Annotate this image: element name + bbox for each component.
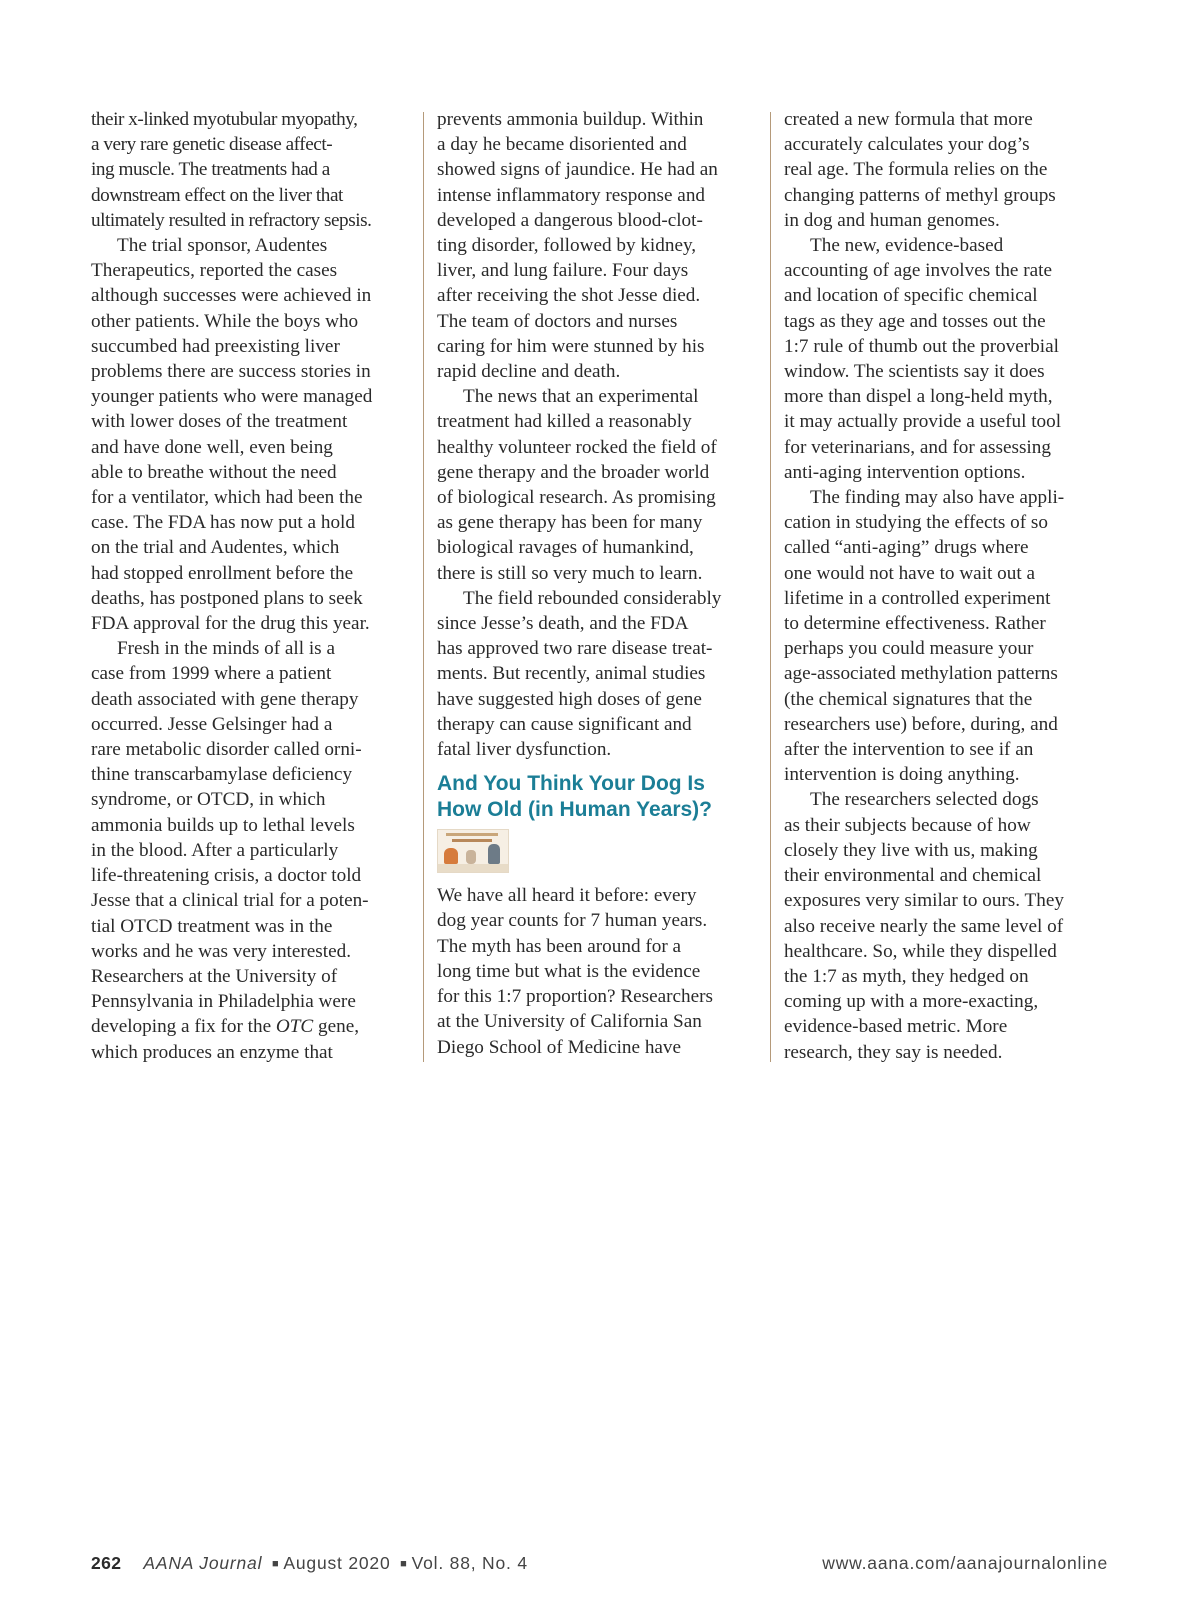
text-line: there is still so very much to learn. — [437, 562, 703, 584]
text-line: in dog and human genomes. — [784, 209, 1000, 231]
text-line: life-threatening crisis, a doctor told — [91, 865, 362, 887]
text-line — [91, 1014, 413, 1039]
text-line: prevents ammonia buildup. Within — [437, 109, 704, 130]
text-line: lifetime in a controlled experiment — [784, 587, 1051, 609]
text-line: syndrome, or OTCD, in which — [91, 789, 326, 811]
text-line: evidence-based metric. More — [784, 1016, 1008, 1038]
text-line: able to breathe without the need — [91, 461, 337, 483]
text-line: for veterinarians, and for assessing — [784, 436, 1051, 458]
text-line: as gene therapy has been for many — [437, 512, 703, 534]
text-line: closely they live with us, making — [784, 839, 1038, 861]
article-column-3 — [784, 107, 1106, 1065]
text-line: research, they say is needed. — [784, 1041, 1003, 1063]
text-line: a very rare genetic disease affect- — [91, 134, 333, 156]
text-line: death associated with gene therapy — [91, 688, 359, 710]
text-line: Pennsylvania in Philadelphia were — [91, 991, 356, 1013]
text-line: The new, evidence-based — [810, 235, 1004, 257]
text-line: rapid decline and death. — [437, 361, 621, 383]
text-line: have suggested high doses of gene — [437, 688, 702, 710]
paragraph — [91, 107, 413, 233]
text-line: 1:7 rule of thumb out the proverbial — [784, 335, 1059, 357]
text-line: for a ventilator, which had been the — [91, 487, 363, 509]
paragraph — [91, 636, 413, 1064]
text-line: in the blood. After a particularly — [91, 839, 339, 861]
text-line: created a new formula that more — [784, 109, 1033, 130]
text-line: with lower doses of the treatment — [91, 411, 348, 433]
text-line: younger patients who were managed — [91, 386, 373, 408]
text-line: The myth has been around for a — [437, 935, 682, 957]
article-column-2 — [437, 107, 759, 1060]
text-line: thine transcarbamylase deficiency — [91, 764, 353, 786]
text-line: the 1:7 as myth, they hedged on — [784, 965, 1029, 987]
separator: ■ — [271, 1558, 280, 1570]
text-line: more than dispel a long-held myth, — [784, 386, 1053, 408]
text-line: researchers use) before, during, and — [784, 713, 1058, 735]
text-line: ments. But recently, animal studies — [437, 663, 706, 685]
text-line: which produces an enzyme that — [91, 1041, 333, 1063]
paragraph — [437, 883, 759, 1059]
text-line: occurred. Jesse Gelsinger had a — [91, 713, 333, 735]
text-line: Researchers at the University of — [91, 965, 338, 987]
text-line: We have all heard it before: every — [437, 885, 697, 907]
text-line: also receive nearly the same level of — [784, 915, 1064, 937]
text-line: The news that an experimental — [463, 386, 699, 408]
text-line: at the University of California San — [437, 1011, 702, 1033]
text-line: deaths, has postponed plans to seek — [91, 587, 363, 609]
text-line: case from 1999 where a patient — [91, 663, 332, 685]
paragraph — [437, 107, 759, 384]
footer-website-url: www.aana.com/aanajournalonline — [822, 1553, 1108, 1573]
text-line: a day he became disoriented and — [437, 134, 687, 156]
text-line: ammonia builds up to lethal levels — [91, 814, 355, 836]
text-line: exposures very similar to ours. They — [784, 890, 1064, 912]
text-line: and location of specific chemical — [784, 285, 1038, 307]
text-line: perhaps you could measure your — [784, 638, 1034, 660]
text-line: cation in studying the effects of so — [784, 512, 1048, 534]
text-line: biological ravages of humankind, — [437, 537, 694, 559]
column-divider — [770, 112, 771, 1062]
text-line: problems there are success stories in — [91, 361, 371, 383]
text-line: and have done well, even being — [91, 436, 333, 458]
text-line: coming up with a more-exacting, — [784, 991, 1039, 1013]
text-run: gene, — [313, 1016, 360, 1038]
heading-line: How Old (in Human Years)? — [437, 798, 712, 822]
text-line: tags as they age and tosses out the — [784, 310, 1046, 332]
text-line: called “anti-aging” drugs where — [784, 537, 1029, 559]
text-line: therapy can cause significant and — [437, 713, 692, 735]
text-line: healthy volunteer rocked the field of — [437, 436, 717, 458]
text-line: The team of doctors and nurses — [437, 310, 678, 332]
text-line: developed a dangerous blood-clot- — [437, 209, 703, 231]
text-line: The researchers selected dogs — [810, 789, 1039, 811]
text-line: after receiving the shot Jesse died. — [437, 285, 701, 307]
text-line: as their subjects because of how — [784, 814, 1031, 836]
gene-name: OTC — [275, 1016, 314, 1038]
text-line: on the trial and Audentes, which — [91, 537, 340, 559]
section-heading — [437, 771, 759, 823]
article-thumbnail-image — [437, 829, 509, 873]
text-line: ting disorder, followed by kidney, — [437, 235, 697, 257]
page-number: 262 — [91, 1553, 122, 1573]
text-line: showed signs of jaundice. He had an — [437, 159, 718, 181]
text-line: works and he was very interested. — [91, 940, 352, 962]
text-line: liver, and lung failure. Four days — [437, 260, 689, 282]
text-line: case. The FDA has now put a hold — [91, 512, 355, 534]
text-line: Therapeutics, reported the cases — [91, 260, 338, 282]
issue-date: August 2020 — [283, 1553, 391, 1573]
text-line: tial OTCD treatment was in the — [91, 915, 333, 937]
heading-line: And You Think Your Dog Is — [437, 772, 705, 796]
separator: ■ — [400, 1558, 408, 1570]
text-line: FDA approval for the drug this year. — [91, 613, 370, 635]
text-line: of biological research. As promising — [437, 487, 716, 509]
text-line: to determine effectiveness. Rather — [784, 613, 1046, 635]
paragraph — [784, 107, 1106, 233]
text-line: gene therapy and the broader world — [437, 461, 710, 483]
text-line: although successes were achieved in — [91, 285, 372, 307]
text-line: dog year counts for 7 human years. — [437, 910, 708, 932]
text-line: since Jesse’s death, and the FDA — [437, 613, 689, 635]
text-line: caring for him were stunned by his — [437, 335, 705, 357]
paragraph — [437, 586, 759, 762]
text-line: Jesse that a clinical trial for a poten- — [91, 890, 369, 912]
text-line: ing muscle. The treatments had a — [91, 159, 330, 181]
text-line: (the chemical signatures that the — [784, 688, 1033, 710]
text-line: fatal liver dysfunction. — [437, 739, 612, 761]
paragraph — [437, 384, 759, 586]
text-run: developing a fix for the — [91, 1016, 276, 1038]
text-line: The field rebounded considerably — [463, 587, 722, 609]
text-line: ultimately resulted in refractory sepsis. — [91, 209, 372, 231]
text-line: their environmental and chemical — [784, 865, 1042, 887]
text-line: healthcare. So, while they dispelled — [784, 940, 1057, 962]
text-line: treatment had killed a reasonably — [437, 411, 692, 433]
text-line: intense inflammatory response and — [437, 184, 706, 206]
text-line: real age. The formula relies on the — [784, 159, 1048, 181]
text-line: after the intervention to see if an — [784, 739, 1034, 761]
text-line: window. The scientists say it does — [784, 361, 1045, 383]
column-divider — [423, 112, 424, 1062]
text-line: Fresh in the minds of all is a — [117, 638, 335, 660]
volume-number: Vol. 88, No. 4 — [411, 1553, 528, 1573]
text-line: accurately calculates your dog’s — [784, 134, 1030, 156]
page-footer-citation — [91, 1553, 528, 1574]
text-line: long time but what is the evidence — [437, 960, 701, 982]
text-line: rare metabolic disorder called orni- — [91, 739, 362, 761]
text-line: changing patterns of methyl groups — [784, 184, 1056, 206]
text-line: other patients. While the boys who — [91, 310, 359, 332]
paragraph — [784, 233, 1106, 485]
text-line: their x-linked myotubular myopathy, — [91, 109, 358, 130]
paragraph — [784, 787, 1106, 1064]
article-column-1 — [91, 107, 413, 1065]
text-line: intervention is doing anything. — [784, 764, 1020, 786]
paragraph — [784, 485, 1106, 787]
text-line: succumbed had preexisting liver — [91, 335, 340, 357]
text-line: accounting of age involves the rate — [784, 260, 1052, 282]
journal-name: AANA Journal — [143, 1553, 263, 1573]
paragraph — [91, 233, 413, 636]
text-line: The trial sponsor, Audentes — [117, 235, 328, 257]
text-line: had stopped enrollment before the — [91, 562, 354, 584]
text-line: it may actually provide a useful tool — [784, 411, 1062, 433]
text-line: has approved two rare disease treat- — [437, 638, 713, 660]
text-line: The finding may also have appli- — [810, 487, 1065, 509]
text-line: age-associated methylation patterns — [784, 663, 1058, 685]
text-line: Diego School of Medicine have — [437, 1036, 682, 1058]
text-line: anti-aging intervention options. — [784, 461, 1026, 483]
text-line: one would not have to wait out a — [784, 562, 1035, 584]
text-line: downstream effect on the liver that — [91, 184, 343, 206]
text-line: for this 1:7 proportion? Researchers — [437, 986, 714, 1008]
